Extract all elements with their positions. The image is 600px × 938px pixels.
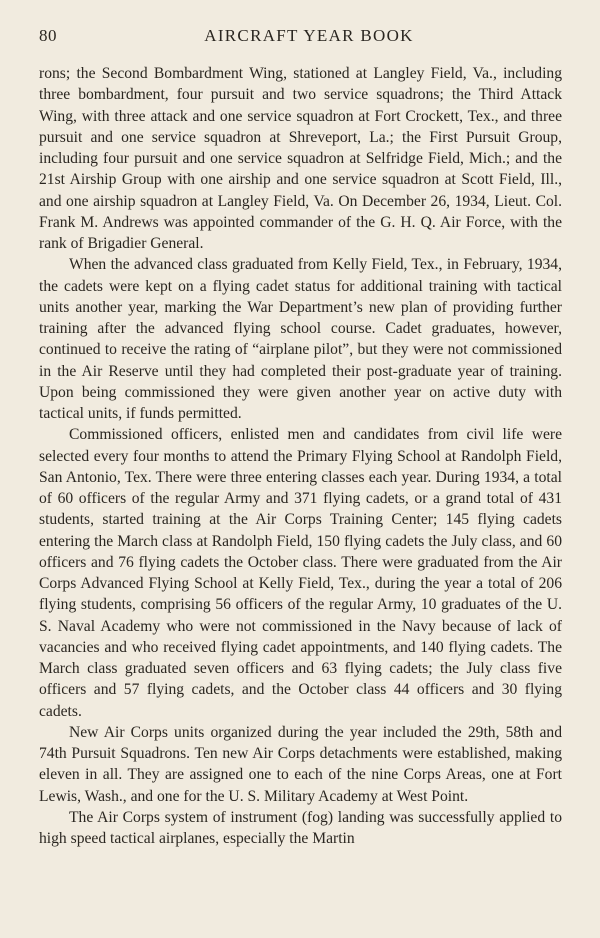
paragraph-cadet-training: When the advanced class graduated from Kelly Field, Tex., in February, 1934, the cadets were kept on a flying cadet status for additional training with tactical units another year, marking the War Department’s new plan of providing further training after the advanced flying school course. Cadet graduates, however, continued to receive the rating of “airplane pilot”, but they were not commissioned in the Air Reserve until they had completed their post-graduate year of training. Upon being commissioned they were given another year on active duty with tactical units, if funds permitted. (39, 256, 562, 422)
running-title: AIRCRAFT YEAR BOOK (204, 26, 414, 45)
page-number: 80 (39, 26, 57, 45)
paragraph-continued: rons; the Second Bombardment Wing, stationed at Langley Field, Va., including three bombardment, four pursuit and two service squadrons; the Third Attack Wing, with three attack and one service squadron at Fort Crockett, Tex., and three pursuit and one service squadron at Shreveport, La.; the First Pursuit Group, including four pursuit and one service squadron at Selfridge Field, Mich.; and the 21st Airship Group with one airship and one service squadron at Scott Field, Ill., and one airship squadron at Langley Field, Va. On December 26, 1934, Lieut. Col. Frank M. Andrews was appointed commander of the G. H. Q. Air Force, with the rank of Brigadier General. (39, 65, 562, 252)
paragraph-instrument-landing: The Air Corps system of instrument (fog) landing was successfully applied to high speed tactical airplanes, especially the Martin (39, 808, 562, 847)
paragraph-flying-school: Commissioned officers, enlisted men and candidates from civil life were selected every four months to attend the Primary Flying School at Randolph Field, San Antonio, Tex. There were three entering classes each year. During 1934, a total of 60 officers of the regular Army and 371 flying cadets, or a grand total of 431 students, started training at the Air Corps Training Center; 145 flying cadets entering the March class at Randolph Field, 150 flying cadets the July class, and 60 officers and 76 flying cadets the October class. There were graduated from the Air Corps Advanced Flying School at Kelly Field, Tex., during the year a total of 206 flying students, comprising 56 officers of the regular Army, 10 graduates of the U. S. Naval Academy who were not commissioned in the Navy because of lack of vacancies and who received flying cadet appointments, and 140 flying cadets. The March class graduated seven officers and 63 flying cadets; the July class five officers and 57 flying cadets, and the October class 44 officers and 30 flying cadets. (39, 426, 562, 720)
paragraph-new-units: New Air Corps units organized during the year included the 29th, 58th and 74th Pursuit Squadrons. Ten new Air Corps detachments were established, making eleven in all. They are assigned one to each of the nine Corps Areas, one at Fort Lewis, Wash., and one for the U. S. Military Academy at West Point. (39, 723, 562, 805)
body-text (39, 63, 562, 849)
